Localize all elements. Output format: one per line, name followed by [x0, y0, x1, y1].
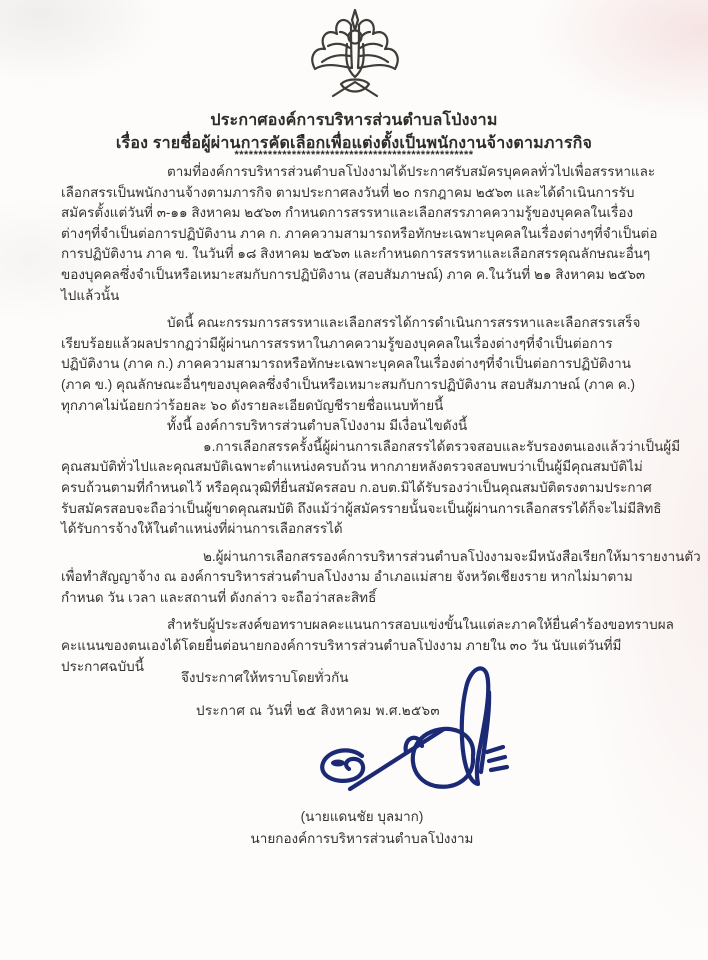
closing-line: จึงประกาศให้ทราบโดยทั่วกัน [181, 670, 349, 685]
text-line: คุณสมบัติทั่วไปและคุณสมบัติเฉพาะตำแหน่งครบถ้วน หากภายหลังตรวจสอบพบว่าเป็นผู้มีคุณสมบัติไม่ [61, 459, 643, 475]
text-line: ทุกภาคไม่น้อยกว่าร้อยละ ๖๐ ดังรายละเอียดบัญชีรายชื่อแนบท้ายนี้ [61, 397, 444, 413]
text-line: ปฏิบัติงาน (ภาค ก.) ภาคความสามารถหรือทักษะเฉพาะบุคคลในเรื่องต่างๆที่จำเป็นต่อการปฏิบัติงาน [61, 356, 631, 372]
text-line: เพื่อทำสัญญาจ้าง ณ องค์การบริหารส่วนตำบลโป่งงาม อำเภอแม่สาย จังหวัดเชียงราย หากไม่มาตาม [61, 569, 633, 585]
signer-block [212, 806, 512, 850]
text-line: สมัครตั้งแต่วันที่ ๓-๑๑ สิงหาคม ๒๕๖๓ กำหนดการสรรหาและเลือกสรรภาคความรู้ของบุคคลในเรื่อง [61, 205, 634, 221]
date-line: ประกาศ ณ วันที่ ๒๕ สิงหาคม พ.ศ.๒๕๖๓ [196, 703, 440, 718]
text-line: ไปแล้วนั้น [61, 287, 120, 303]
document-body [61, 162, 701, 677]
signer-title: นายกองค์การบริหารส่วนตำบลโป่งงาม [250, 831, 474, 846]
text-line: ต่างๆที่จำเป็นต่อการปฏิบัติงาน ภาค ก. ภาคความสามารถหรือทักษะเฉพาะบุคคลในเรื่องต่างๆที่จำเป็นต่อ [61, 225, 658, 241]
text-line: (ภาค ข.) คุณลักษณะอื่นๆของบุคคลซึ่งจำเป็นหรือเหมาะสมกับการปฏิบัติงาน สอบสัมภาษณ์ (ภาค ค.) [61, 376, 635, 392]
signature-ink [306, 660, 520, 798]
paragraph [61, 416, 649, 437]
paragraph [61, 547, 701, 609]
text-line: ตามที่องค์การบริหารส่วนตำบลโป่งงามได้ประกาศรับสมัครบุคคลทั่วไปเพื่อสรรหาและ [167, 164, 656, 179]
text-line: การปฏิบัติงาน ภาค ข. ในวันที่ ๑๘ สิงหาคม ๒๕๖๓ และกำหนดการสรรหาและเลือกสรรคุณลักษณะอื่นๆ [61, 246, 651, 262]
signer-name: (นายแดนชัย บุลมาก) [300, 809, 424, 824]
text-line: ๑.การเลือกสรรครั้งนี้ผู้ผ่านการเลือกสรรได้ตรวจสอบและรับรองตนเองแล้วว่าเป็นผู้มี [203, 438, 681, 454]
paragraph [61, 437, 681, 540]
text-line: ประกาศฉบับนี้ [61, 658, 144, 674]
text-line: ทั้งนี้ องค์การบริหารส่วนตำบลโป่งงาม มีเงื่อนไขดังนี้ [167, 418, 468, 434]
text-line: สำหรับผู้ประสงค์ขอทราบผลคะแนนการสอบแข่งขั้นในแต่ละภาคให้ยื่นคำร้องขอทราบผล [167, 617, 674, 633]
text-line: ได้รับการจ้างให้ในตำแหน่งที่ผ่านการเลือกสรรได้ [61, 521, 343, 537]
paragraph [61, 162, 658, 306]
text-line: เลือกสรรเป็นพนักงานจ้างตามภารกิจ ตามประกาศลงวันที่ ๒๐ กรกฎาคม ๒๕๖๓ และได้ดำเนินการรับ [61, 184, 635, 200]
text-line: ๒.ผู้ผ่านการเลือกสรรองค์การบริหารส่วนตำบลโป่งงามจะมีหนังสือเรียกให้มารายงานตัว [203, 548, 701, 564]
text-line: กำหนด วัน เวลา และสถานที่ ดังกล่าว จะถือว่าสละสิทธิ์ [61, 589, 377, 605]
text-line: ของบุคคลซึ่งจำเป็นหรือเหมาะสมกับการปฏิบัติงาน (สอบสัมภาษณ์) ภาค ค.ในวันที่ ๒๑ สิงหาคม ๒๕๖๓ [61, 266, 646, 282]
divider-asterisks: ************************************************** [234, 149, 474, 161]
text-line: คะแนนของตนเองได้โดยยื่นต่อนายกองค์การบริหารส่วนตำบลโป่งงาม ภายใน ๓๐ วัน นับแต่วันที่มี [61, 638, 622, 654]
text-line: เรียบร้อยแล้วผลปรากฏว่ามีผู้ผ่านการสรรหาในภาคความรู้ของบุคคลในเรื่องต่างๆที่จำเป็นต่อการ [61, 335, 613, 351]
garuda-emblem-icon [300, 6, 410, 106]
document-subject: เรื่อง รายชื่อผู้ผ่านการคัดเลือกเพื่อแต่งตั้งเป็นพนักงานจ้างตามภารกิจ [115, 135, 593, 152]
text-line: บัดนี้ คณะกรรมการสรรหาและเลือกสรรได้การดำเนินการสรรหาและเลือกสรรเสร็จ [167, 315, 641, 331]
paragraph [61, 313, 649, 416]
document-title: ประกาศองค์การบริหารส่วนตำบลโป่งงาม [210, 112, 498, 129]
text-line: รับสมัครสอบจะถือว่าเป็นผู้ขาดคุณสมบัติ ถึงแม้ว่าผู้สมัครรายนั้นจะเป็นผู้ผ่านการเลือกสรรได้ก็จะไม่มีสิทธิ [61, 500, 662, 516]
text-line: ครบถ้วนตามที่กำหนดไว้ หรือคุณวุฒิที่ยื่นสมัครสอบ ก.อบต.มิได้รับรองว่าเป็นคุณสมบัติตรงตามประกาศ [61, 479, 652, 495]
